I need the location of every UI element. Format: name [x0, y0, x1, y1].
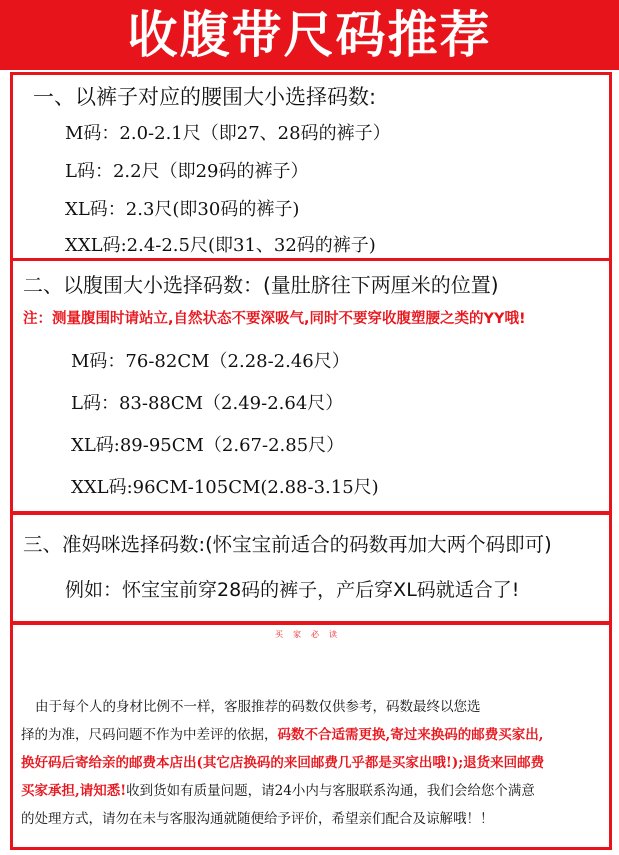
notice-line — [21, 751, 544, 771]
size-row: L码：83-88CM（2.49-2.64尺） — [71, 393, 344, 414]
measurement-note: 注：测量腹围时请站立,自然状态不要深吸气,同时不要穿收腹塑腰之类的YY哦! — [23, 311, 526, 327]
exchange-policy-text: 码数不合适需更换,寄过来换码的邮费买家出, — [277, 727, 544, 743]
notice-text: 收到货如有质量问题，请24小内与客服联系沟通，我们会给您个满意 — [126, 783, 535, 799]
notice-line — [21, 723, 543, 743]
belly-size-section — [10, 258, 612, 514]
notice-title: 买家必读 — [275, 630, 347, 639]
return-policy-text: 买家承担,请知悉! — [21, 783, 127, 799]
section1-heading: 一、以裤子对应的腰围大小选择码数: — [33, 85, 377, 109]
notice-line — [21, 807, 494, 827]
waist-size-section — [10, 72, 612, 261]
size-row: XL码:89-95CM（2.67-2.85尺） — [71, 435, 345, 456]
maternity-section — [10, 512, 612, 624]
section3-heading: 三、准妈咪选择码数:(怀宝宝前适合的码数再加大两个码即可) — [23, 533, 552, 556]
size-row: XXL码:2.4-2.5尺(即31、32码的裤子) — [65, 235, 376, 256]
section2-heading: 二、以腹围大小选择码数：(量肚脐往下两厘米的位置) — [23, 273, 499, 297]
notice-line — [21, 779, 535, 799]
page-title: 收腹带尺码推荐 — [127, 6, 492, 64]
notice-text: 由于每个人的身材比例不一样，客服推荐的码数仅供参考，码数最终以您选 — [35, 699, 481, 715]
notice-line — [35, 695, 481, 715]
buyer-notice-section — [10, 622, 612, 850]
size-row: M码：76-82CM（2.28-2.46尺） — [71, 351, 350, 372]
size-row: L码：2.2尺（即29码的裤子） — [65, 161, 309, 182]
size-row: XL码：2.3尺(即30码的裤子) — [65, 199, 300, 220]
maternity-example: 例如：怀宝宝前穿28码的裤子，产后穿XL码就适合了! — [65, 579, 520, 601]
size-row: XXL码:96CM-105CM(2.88-3.15尺) — [71, 477, 379, 498]
title-banner — [0, 0, 619, 70]
notice-text: 择的为准，尺码问题不作为中差评的依据， — [21, 727, 278, 743]
notice-text: 的处理方式，请勿在未与客服沟通就随便给予评价，希望亲们配合及谅解哦！！ — [21, 811, 494, 827]
size-row: M码：2.0-2.1尺（即27、28码的裤子） — [65, 123, 391, 144]
exchange-policy-text: 换好码后寄给亲的邮费本店出(其它店换码的来回邮费几乎都是买家出哦!);退货来回邮费 — [21, 755, 545, 771]
